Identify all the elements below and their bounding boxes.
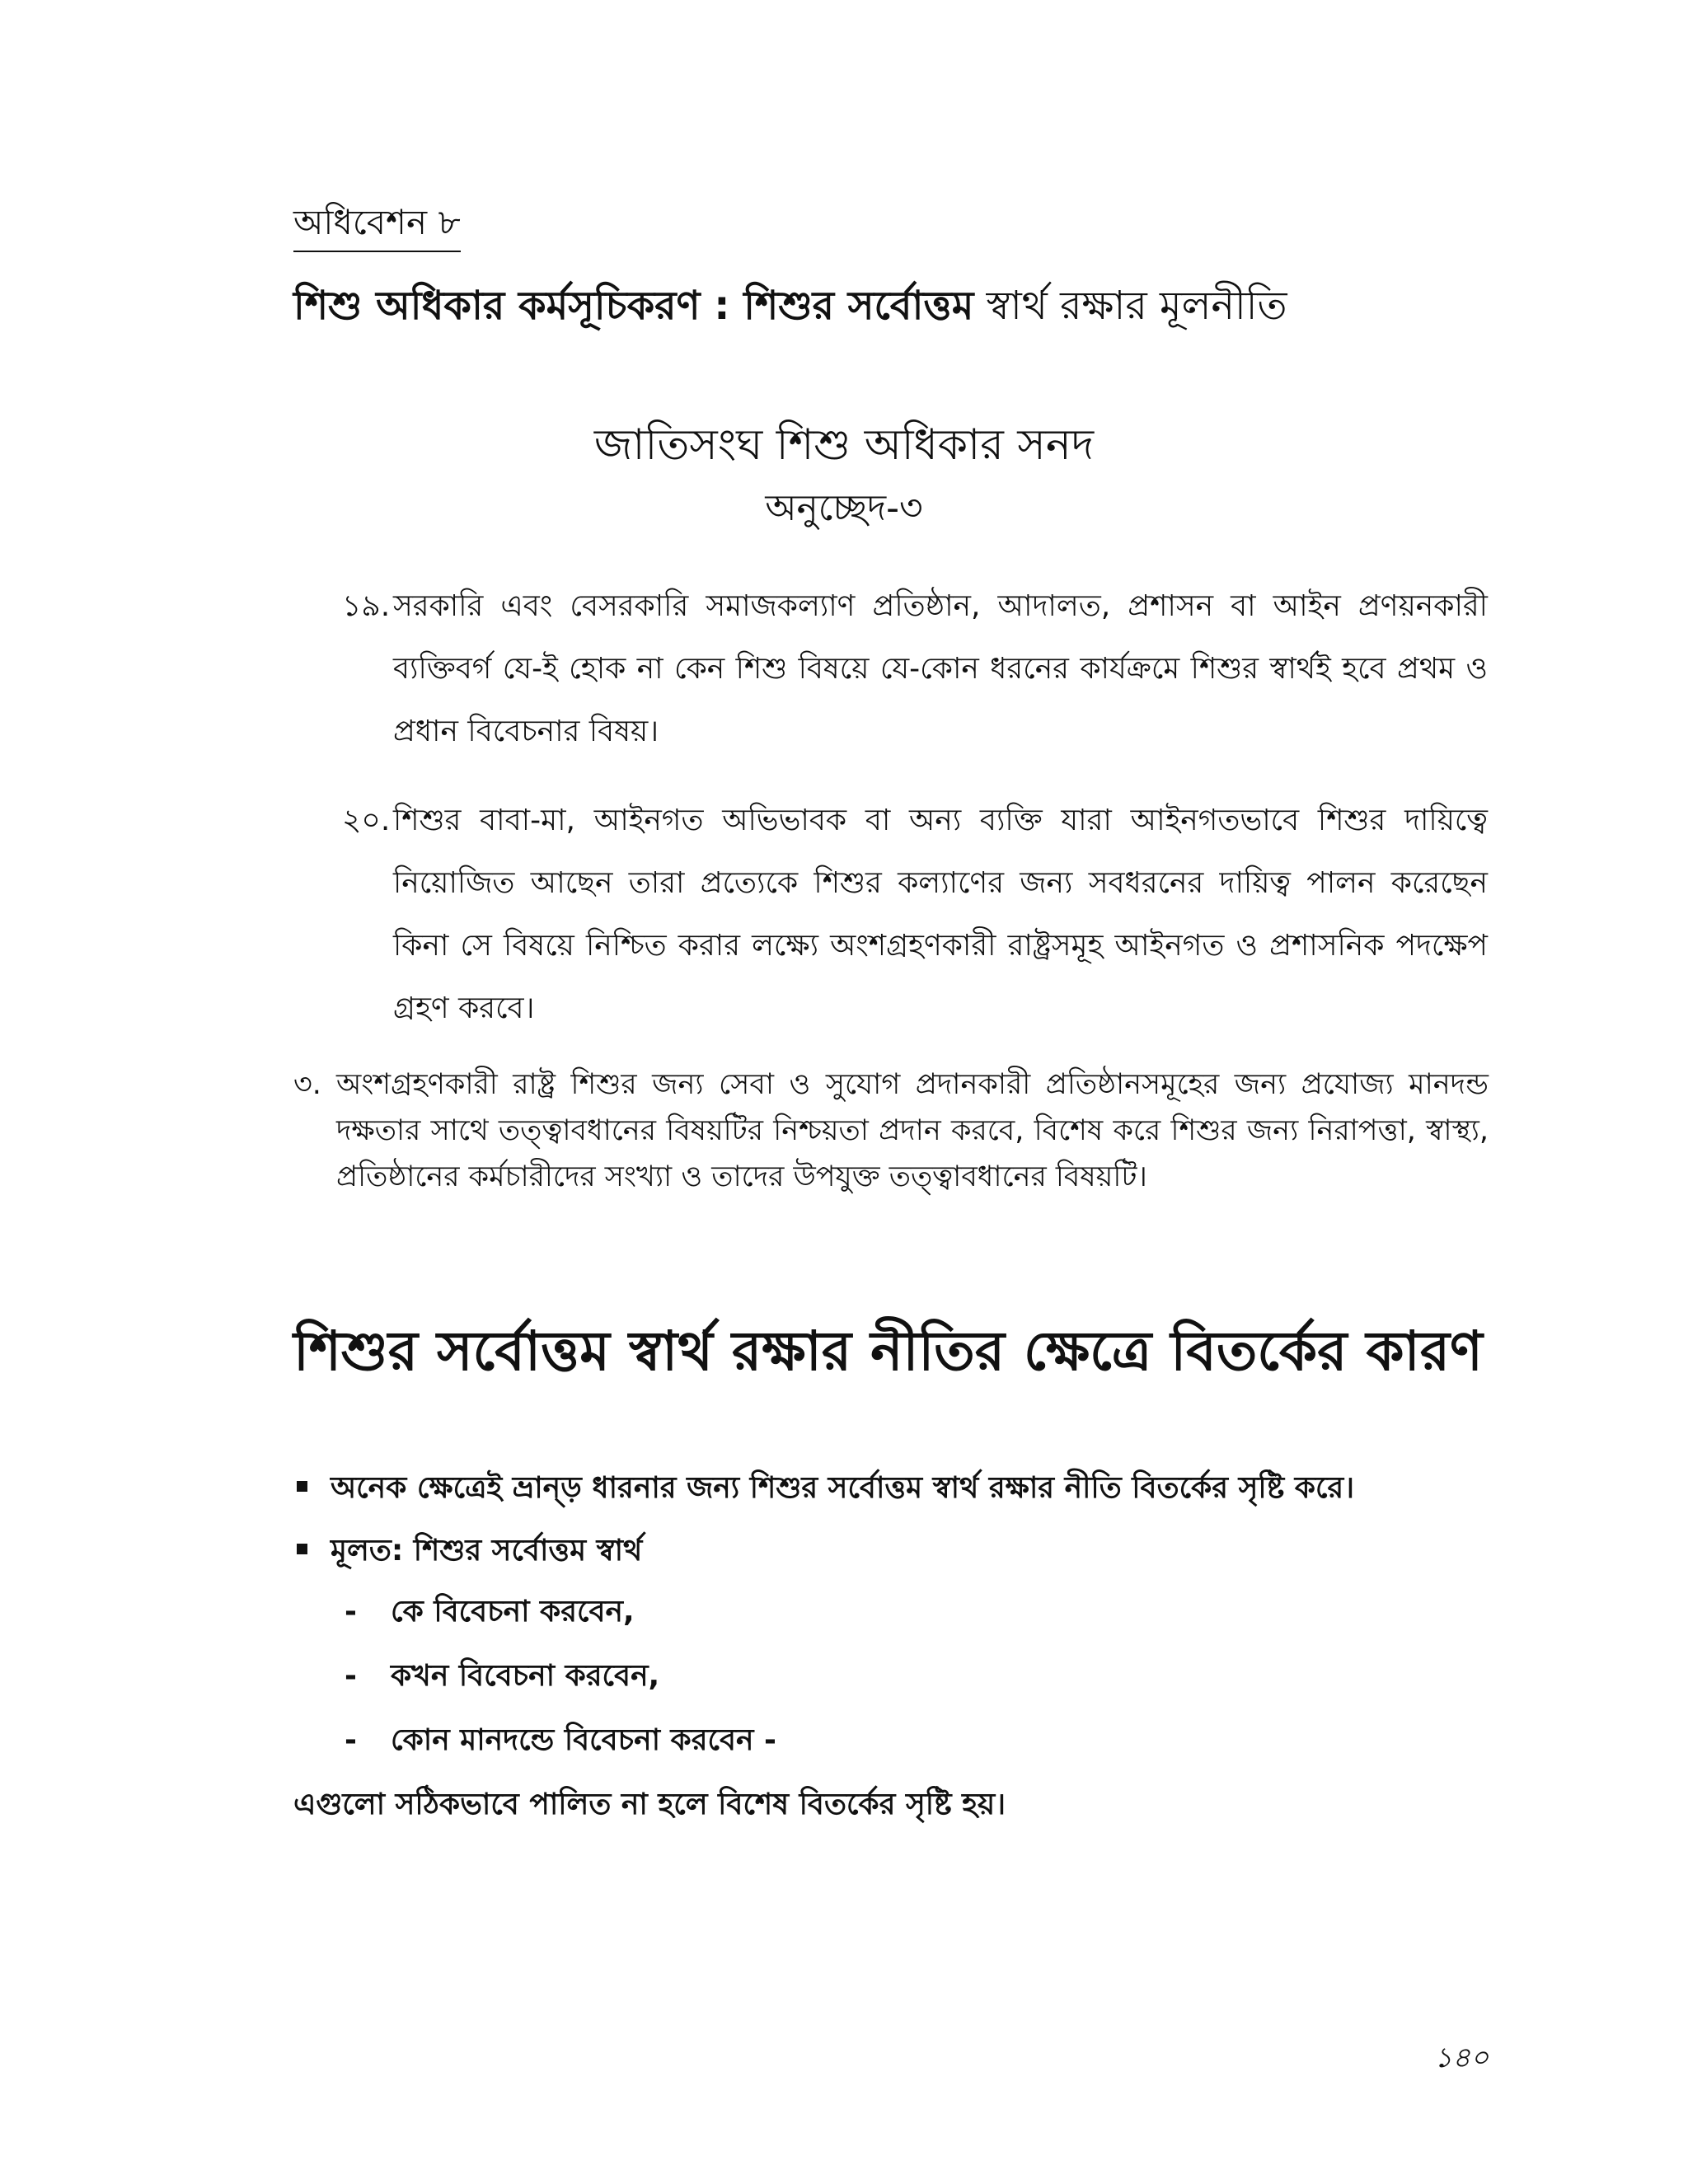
bullet-text: মূলত: শিশুর সর্বোত্তম স্বার্থ [331, 1534, 643, 1568]
clause-number: ৩. [293, 1068, 321, 1101]
charter-title: জাতিসংঘ শিশু অধিকার সনদ [593, 420, 1095, 470]
square-bullet-icon [297, 1544, 307, 1554]
bullet-item [297, 1526, 642, 1576]
sub-item-text: কখন বিবেচনা করবেন, [391, 1659, 660, 1693]
sub-item [345, 1716, 776, 1765]
clause-text: অংশগ্রহণকারী রাষ্ট্র শিশুর জন্য সেবা ও সুযোগ প্রদানকারী প্রতিষ্ঠানসমূহের জন্য প্রযোজ্য মানদন্ড দক্ষতার সাথে তত্ত্বাবধানের বিষয়টির নিশ্চয়তা প্রদান করবে, বিশেষ করে শিশুর জন্য নিরাপত্তা, স্বাস্থ্য, প্রতিষ্ঠানের কর্মচারীদের সংখ্যা ও তাদের উপযুক্ত তত্ত্বাবধানের বিষয়টি। [336, 1068, 1489, 1193]
bullet-text: অনেক ক্ষেত্রেই ভ্রান্ড় ধারনার জন্য শিশুর সর্বোত্তম স্বার্থ রক্ষার নীতি বিতর্কের সৃষ্টি করে। [331, 1471, 1355, 1505]
page-number: ১৪০ [1434, 2041, 1489, 2074]
clause-number: ১৯. [342, 589, 391, 623]
charter-article: অনুচ্ছেদ-৩ [765, 487, 923, 529]
square-bullet-icon [297, 1481, 307, 1492]
bullet-item [297, 1464, 1354, 1513]
clause-3 [293, 1062, 1489, 1200]
session-title-bold: শিশু অধিকার কর্মসূচিকরণ : শিশুর সর্বোত্তম [293, 283, 974, 329]
session-title-normal: স্বার্থ রক্ষার মূলনীতি [986, 283, 1287, 329]
session-title [293, 277, 1530, 335]
closing-statement: এগুলো সঠিকভাবে পালিত না হলে বিশেষ বিতর্কের সৃষ্টি হয়। [293, 1788, 1006, 1821]
sub-item [345, 1587, 635, 1637]
clause-text: শিশুর বাবা-মা, আইনগত অভিভাবক বা অন্য ব্যক্তি যারা আইনগতভাবে শিশুর দায়িত্বে নিয়োজিত আছেন তারা প্রত্যেকে শিশুর কল্যাণের জন্য সবধরনের দায়িত্ব পালন করেছেন কিনা সে বিষয়ে নিশ্চিত করার লক্ষ্যে অংশগ্রহণকারী রাষ্ট্রসমূহ আইনগত ও প্রশাসনিক পদক্ষেপ গ্রহণ করবে। [393, 804, 1488, 1025]
dash-marker: - [345, 1595, 357, 1629]
session-label: অধিবেশন ৮ [293, 198, 461, 252]
clause-number: ২০. [342, 804, 391, 837]
dash-marker: - [345, 1723, 357, 1757]
section-heading: শিশুর সর্বোত্তম স্বার্থ রক্ষার নীতির ক্ষেত্রে বিতর্কের কারণ [293, 1319, 1483, 1383]
sub-item-text: কোন মানদন্ডে বিবেচনা করবেন - [391, 1723, 777, 1757]
clause-text: সরকারি এবং বেসরকারি সমাজকল্যাণ প্রতিষ্ঠান, আদালত, প্রশাসন বা আইন প্রণয়নকারী ব্যক্তিবর্গ যে-ই হোক না কেন শিশু বিষয়ে যে-কোন ধরনের কার্যক্রমে শিশুর স্বার্থই হবে প্রথম ও প্রধান বিবেচনার বিষয়। [393, 589, 1488, 748]
sub-item-text: কে বিবেচনা করবেন, [391, 1595, 635, 1629]
dash-marker: - [345, 1659, 357, 1693]
clause-19 [342, 575, 1488, 763]
sub-item [345, 1652, 659, 1701]
clause-20 [342, 790, 1488, 1040]
